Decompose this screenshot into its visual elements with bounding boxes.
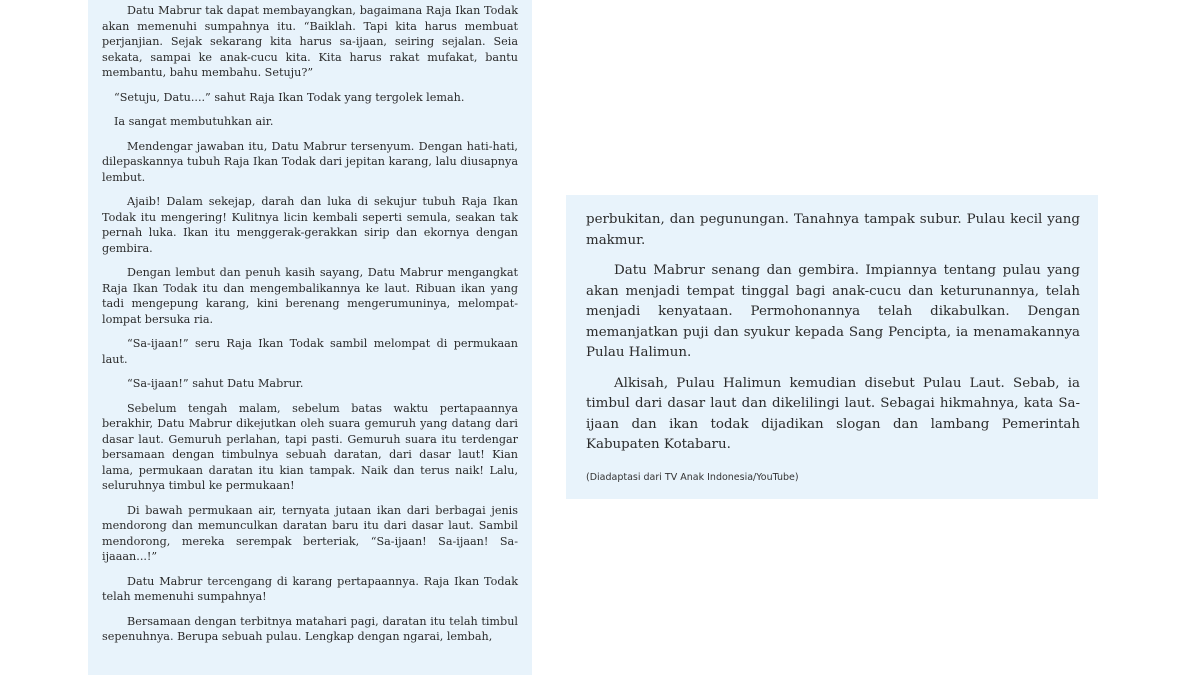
story-paragraph: Datu Mabrur tercengang di karang pertapaannya. Raja Ikan Todak telah memenuhi sumpahnya! bbox=[102, 574, 518, 603]
story-paragraph: Mendengar jawaban itu, Datu Mabrur tersenyum. Dengan hati-hati, dilepaskannya tubuh Raja Ikan Todak dari jepitan karang, lalu diusapnya lembut. bbox=[102, 139, 518, 184]
story-paragraph: Bersamaan dengan terbitnya matahari pagi, daratan itu telah timbul sepenuhnya. Berupa sebuah pulau. Lengkap dengan ngarai, lembah, bbox=[102, 614, 518, 643]
story-paragraph: perbukitan, dan pegunungan. Tanahnya tampak subur. Pulau kecil yang makmur. bbox=[586, 212, 1080, 248]
source-citation: (Diadaptasi dari TV Anak Indonesia/YouTube) bbox=[586, 471, 799, 483]
story-paragraph: Dengan lembut dan penuh kasih sayang, Datu Mabrur mengangkat Raja Ikan Todak itu dan mengembalikannya ke laut. Ribuan ikan yang tadi mengepung karang, kini berenang mengerumuninya, melompat-lompat bersuka ria. bbox=[102, 266, 518, 326]
story-paragraph: “Sa-ijaan!” seru Raja Ikan Todak sambil melompat di permukaan laut. bbox=[102, 337, 518, 366]
story-paragraph: “Sa-ijaan!” sahut Datu Mabrur. bbox=[127, 377, 304, 390]
left-text-column bbox=[88, 0, 532, 675]
story-paragraph: Ajaib! Dalam sekejap, darah dan luka di sekujur tubuh Raja Ikan Todak itu mengering! Kulitnya licin kembali seperti semula, seakan tak pernah luka. Ikan itu menggerak-gerakkan sirip dan ekornya dengan gembira. bbox=[102, 195, 518, 255]
story-paragraph: Di bawah permukaan air, ternyata jutaan ikan dari berbagai jenis mendorong dan memunculkan daratan baru itu dari dasar laut. Sambil mendorong, mereka serempak berteriak, “Sa-ijaan! Sa-ijaan! Sa-ijaaan...!” bbox=[102, 503, 518, 563]
story-paragraph: Alkisah, Pulau Halimun kemudian disebut Pulau Laut. Sebab, ia timbul dari dasar laut dan dikelilingi laut. Sebagai hikmahnya, kata Sa-ijaan dan ikan todak dijadikan slogan dan lambang Pemerintah Kabupaten Kotabaru. bbox=[586, 375, 1080, 452]
story-paragraph: Datu Mabrur tak dapat membayangkan, bagaimana Raja Ikan Todak akan memenuhi sumpahnya itu. “Baiklah. Tapi kita harus membuat perjanjian. Sejak sekarang kita harus sa-ijaan, seiring sejalan. Seia sekata, sampai ke anak-cucu kita. Kita harus rakat mufakat, bantu membantu, bahu membahu. Setuju?” bbox=[102, 4, 518, 79]
story-paragraph: Ia sangat membutuhkan air. bbox=[114, 115, 274, 128]
story-paragraph: Datu Mabrur senang dan gembira. Impiannya tentang pulau yang akan menjadi tempat tinggal bagi anak-cucu dan keturunannya, telah menjadi kenyataan. Permohonannya telah dikabulkan. Dengan memanjatkan puji dan syukur kepada Sang Pencipta, ia menamakannya Pulau Halimun. bbox=[586, 263, 1080, 360]
right-text-column bbox=[566, 195, 1098, 499]
story-paragraph: Sebelum tengah malam, sebelum batas waktu pertapaannya berakhir, Datu Mabrur dikejutkan oleh suara gemuruh yang datang dari dasar laut. Gemuruh perlahan, tapi pasti. Gemuruh suara itu terdengar bersamaan dengan timbulnya sebuah daratan, dari dasar laut! Kian lama, permukaan daratan itu kian tampak. Naik dan terus naik! Lalu, seluruhnya timbul ke permukaan! bbox=[102, 401, 518, 492]
story-paragraph: “Setuju, Datu....” sahut Raja Ikan Todak yang tergolek lemah. bbox=[114, 90, 465, 104]
